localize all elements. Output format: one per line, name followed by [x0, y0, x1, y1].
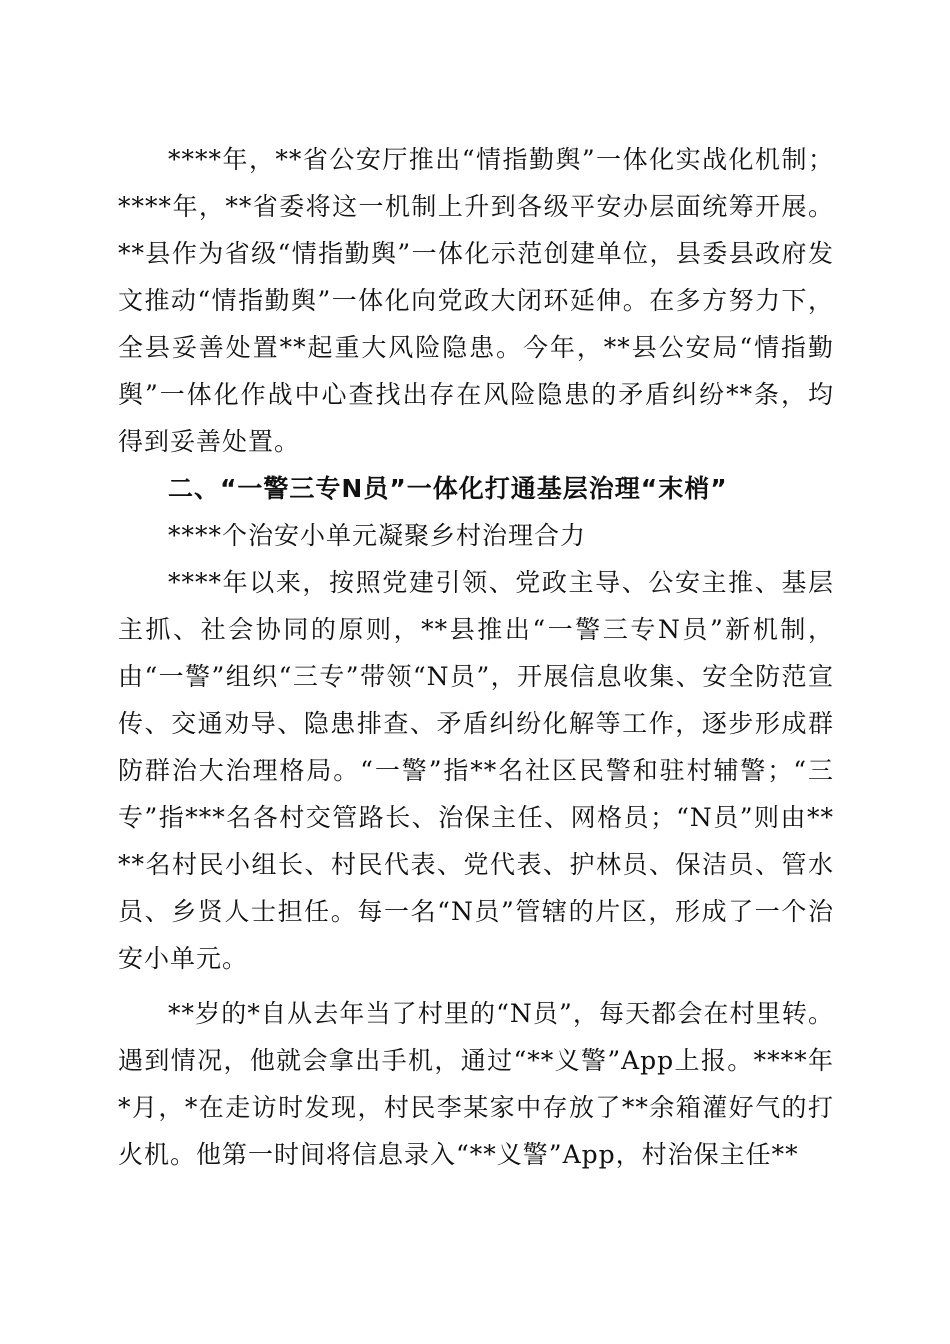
paragraph-mechanism-background: ****年，**省公安厅推出“情指勤舆”一体化实战化机制；****年，**省委将这一机制上升到各级平安办层面统筹开展。**县作为省级“情指勤舆”一体化示范创建单位，县委县政府发文推动“情指勤舆”一体化向党政大闭环延伸。在多方努力下，全县妥善处置**起重大风险隐患。今年，**县公安局“情指勤舆”一体化作战中心查找出存在风险隐患的矛盾纠纷**条，均得到妥善处置。: [118, 145, 834, 456]
paragraph-new-mechanism: ****年以来，按照党建引领、党政主导、公安主推、基层主抓、社会协同的原则，**县推出“一警三专N员”新机制，由“一警”组织“三专”带领“N员”，开展信息收集、安全防范宣传、交通劝导、隐患排查、矛盾纠纷化解等工作，逐步形成群防群治大治理格局。“一警”指**名社区民警和驻村辅警；“三专”指***名各村交管路长、治保主任、网格员；“N员”则由****名村民小组长、村民代表、党代表、护林员、保洁员、管水员、乡贤人士担任。每一名“N员”管辖的片区，形成了一个治安小单元。: [118, 568, 834, 973]
document-body: [118, 136, 834, 1178]
section-heading-2: 二、“一警三专N员”一体化打通基层治理“末梢”: [168, 474, 728, 503]
paragraph-example-case: **岁的*自从去年当了村里的“N员”，每天都会在村里转。遇到情况，他就会拿出手机，通过“**义警”App上报。****年*月，*在走访时发现，村民李某家中存放了**余箱灌好气的打火机。他第一时间将信息录入“**义警”App，村治保主任**: [118, 999, 834, 1169]
section-subheading: ****个治安小单元凝聚乡村治理合力: [168, 521, 587, 550]
